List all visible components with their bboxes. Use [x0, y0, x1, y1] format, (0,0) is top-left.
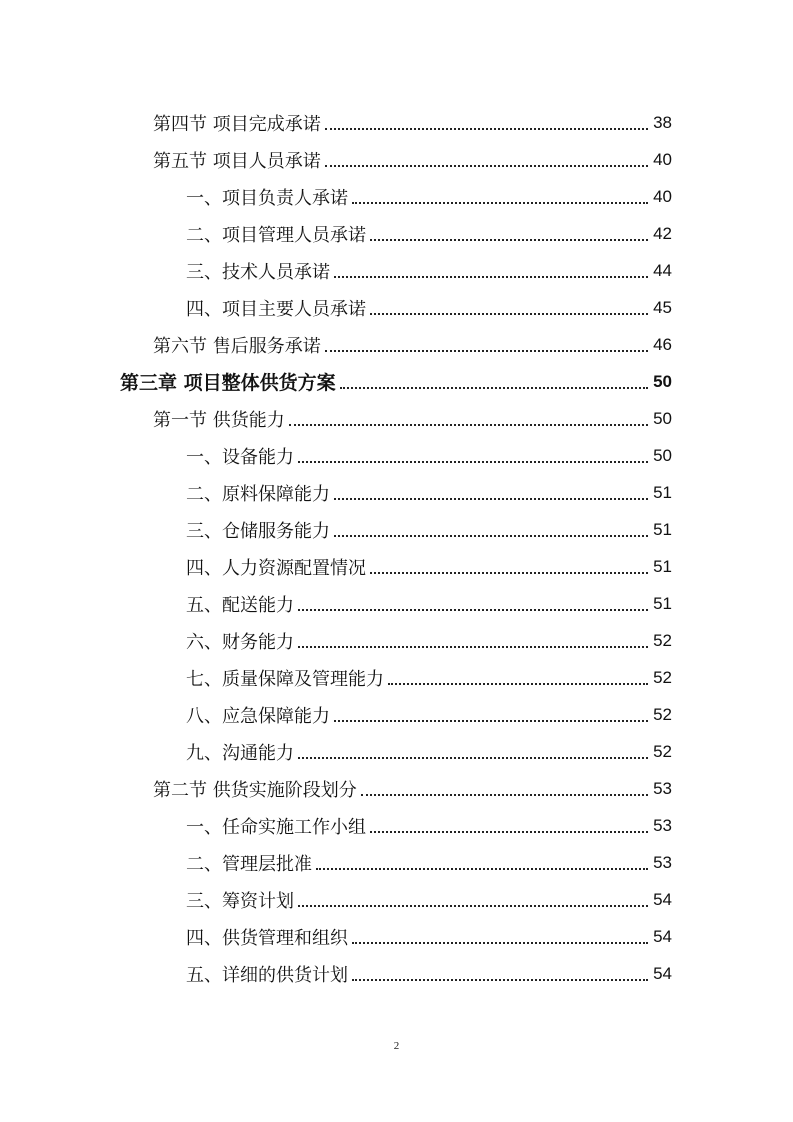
toc-entry-label: 五、详细的供货计划: [186, 961, 350, 987]
toc-entry-label: 二、原料保障能力: [186, 480, 332, 506]
toc-entry[interactable]: [186, 807, 672, 844]
toc-entry-page: 42: [653, 223, 672, 243]
toc-entry-label: 三、仓储服务能力: [186, 517, 332, 543]
toc-entry-label: 第四节 项目完成承诺: [153, 110, 323, 136]
toc-entry-page: 54: [653, 926, 672, 946]
toc-entry-page: 51: [653, 593, 672, 613]
toc-entry-label: 二、管理层批准: [186, 850, 314, 876]
toc-leader-dots: [316, 868, 648, 870]
toc-entry-label: 九、沟通能力: [186, 739, 296, 765]
toc-entry[interactable]: [186, 252, 672, 289]
toc-entry-page: 52: [653, 704, 672, 724]
toc-entry-page: 40: [653, 149, 672, 169]
toc-leader-dots: [325, 350, 648, 352]
toc-entry-page: 52: [653, 667, 672, 687]
toc-leader-dots: [298, 757, 648, 759]
toc-entry-page: 50: [653, 408, 672, 428]
toc-entry-page: 51: [653, 519, 672, 539]
toc-entry-page: 50: [653, 445, 672, 465]
toc-entry-page: 38: [653, 112, 672, 132]
toc-entry[interactable]: [186, 289, 672, 326]
toc-entry-label: 第一节 供货能力: [153, 406, 287, 432]
toc-entry[interactable]: [186, 178, 672, 215]
toc-entry[interactable]: [186, 622, 672, 659]
toc-entry-page: 54: [653, 963, 672, 983]
toc-entry[interactable]: [186, 844, 672, 881]
toc-entry[interactable]: [186, 585, 672, 622]
toc-leader-dots: [340, 387, 648, 389]
toc-entry-label: 五、配送能力: [186, 591, 296, 617]
toc-leader-dots: [298, 646, 648, 648]
toc-leader-dots: [370, 239, 648, 241]
toc-entry-page: 53: [653, 815, 672, 835]
table-of-contents: [0, 104, 793, 992]
toc-leader-dots: [334, 276, 648, 278]
toc-leader-dots: [370, 831, 648, 833]
toc-entry-label: 三、技术人员承诺: [186, 258, 332, 284]
toc-entry-label: 四、供货管理和组织: [186, 924, 350, 950]
toc-entry[interactable]: [153, 141, 672, 178]
toc-leader-dots: [298, 461, 648, 463]
toc-leader-dots: [289, 424, 648, 426]
toc-leader-dots: [334, 498, 648, 500]
toc-entry[interactable]: [186, 215, 672, 252]
toc-entry-label: 六、财务能力: [186, 628, 296, 654]
toc-entry-page: 50: [653, 371, 672, 391]
toc-entry[interactable]: [153, 326, 672, 363]
toc-entry-page: 46: [653, 334, 672, 354]
toc-leader-dots: [370, 572, 648, 574]
toc-leader-dots: [298, 609, 648, 611]
toc-entry-page: 54: [653, 889, 672, 909]
toc-entry-page: 51: [653, 482, 672, 502]
toc-entry-label: 一、项目负责人承诺: [186, 184, 350, 210]
toc-entry-label: 一、任命实施工作小组: [186, 813, 368, 839]
toc-entry[interactable]: [186, 955, 672, 992]
toc-entry-label: 第六节 售后服务承诺: [153, 332, 323, 358]
toc-leader-dots: [334, 535, 648, 537]
toc-entry[interactable]: [186, 437, 672, 474]
toc-entry-page: 45: [653, 297, 672, 317]
toc-leader-dots: [334, 720, 648, 722]
toc-entry-label: 七、质量保障及管理能力: [186, 665, 386, 691]
toc-entry[interactable]: [186, 659, 672, 696]
toc-entry[interactable]: [186, 511, 672, 548]
toc-entry-page: 44: [653, 260, 672, 280]
toc-leader-dots: [352, 942, 648, 944]
toc-entry[interactable]: [186, 918, 672, 955]
toc-entry-label: 一、设备能力: [186, 443, 296, 469]
toc-leader-dots: [325, 165, 648, 167]
toc-entry-label: 四、项目主要人员承诺: [186, 295, 368, 321]
toc-entry-page: 51: [653, 556, 672, 576]
toc-leader-dots: [298, 905, 648, 907]
toc-entry[interactable]: [186, 474, 672, 511]
toc-entry-label: 第三章 项目整体供货方案: [120, 368, 338, 395]
toc-leader-dots: [352, 979, 648, 981]
toc-entry[interactable]: [153, 104, 672, 141]
toc-entry[interactable]: [153, 400, 672, 437]
toc-entry-label: 三、筹资计划: [186, 887, 296, 913]
toc-leader-dots: [370, 313, 648, 315]
toc-leader-dots: [388, 683, 648, 685]
toc-entry-page: 40: [653, 186, 672, 206]
toc-entry-label: 八、应急保障能力: [186, 702, 332, 728]
toc-entry[interactable]: [186, 696, 672, 733]
toc-entry-page: 53: [653, 852, 672, 872]
toc-entry-label: 四、人力资源配置情况: [186, 554, 368, 580]
toc-entry-label: 第五节 项目人员承诺: [153, 147, 323, 173]
page-number: 2: [393, 1040, 400, 1052]
toc-entry-page: 52: [653, 630, 672, 650]
toc-entry[interactable]: [120, 363, 672, 400]
toc-entry[interactable]: [186, 733, 672, 770]
toc-leader-dots: [352, 202, 648, 204]
toc-entry-label: 第二节 供货实施阶段划分: [153, 776, 359, 802]
toc-entry-page: 53: [653, 778, 672, 798]
toc-entry[interactable]: [186, 881, 672, 918]
toc-leader-dots: [361, 794, 648, 796]
toc-entry[interactable]: [186, 548, 672, 585]
toc-entry-page: 52: [653, 741, 672, 761]
toc-entry[interactable]: [153, 770, 672, 807]
toc-leader-dots: [325, 128, 648, 130]
toc-entry-label: 二、项目管理人员承诺: [186, 221, 368, 247]
